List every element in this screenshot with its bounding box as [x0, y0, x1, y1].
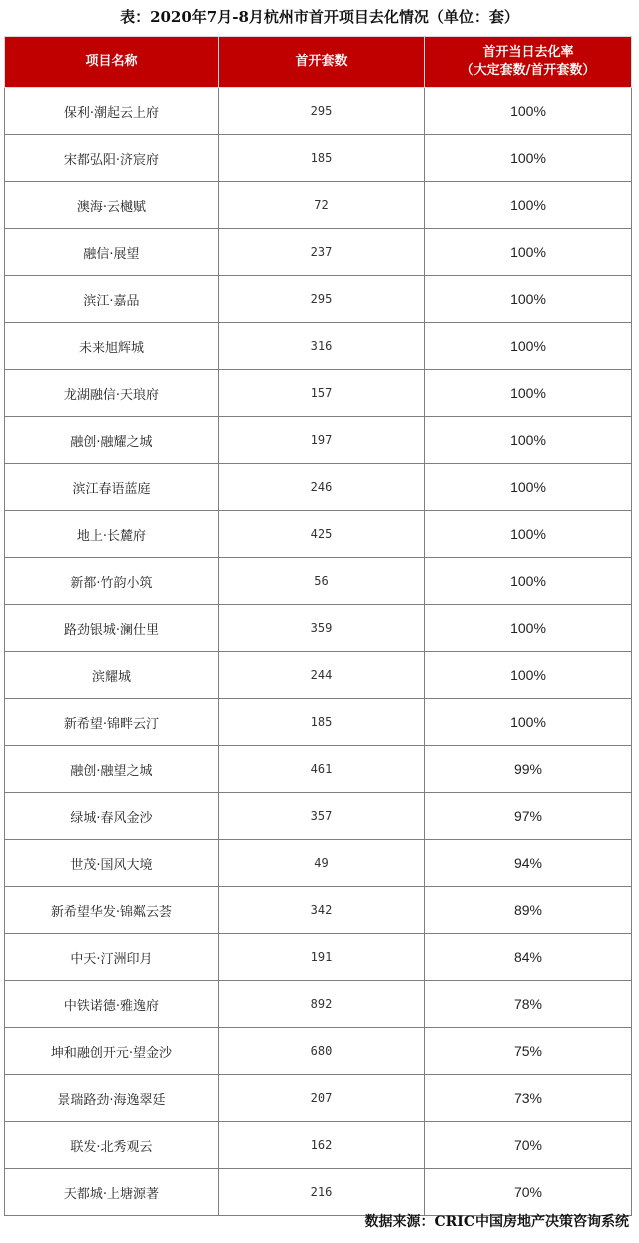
- cell-units: 342: [219, 887, 425, 934]
- cell-rate: 99%: [425, 746, 632, 793]
- header-project-name: 项目名称: [5, 37, 219, 88]
- cell-rate: 100%: [425, 182, 632, 229]
- cell-units: 425: [219, 511, 425, 558]
- cell-rate: 70%: [425, 1169, 632, 1216]
- table-row: [5, 1169, 632, 1216]
- cell-units: 191: [219, 934, 425, 981]
- cell-project-name: 未来旭辉城: [5, 323, 219, 370]
- cell-rate: 70%: [425, 1122, 632, 1169]
- cell-rate: 78%: [425, 981, 632, 1028]
- cell-rate: 100%: [425, 229, 632, 276]
- table-row: [5, 323, 632, 370]
- table-row: [5, 934, 632, 981]
- table-row: [5, 746, 632, 793]
- header-rate-line2: （大定套数/首开套数）: [460, 63, 596, 78]
- cell-units: 207: [219, 1075, 425, 1122]
- cell-rate: 84%: [425, 934, 632, 981]
- cell-project-name: 坤和融创开元·望金沙: [5, 1028, 219, 1075]
- cell-units: 357: [219, 793, 425, 840]
- cell-units: 185: [219, 699, 425, 746]
- cell-units: 157: [219, 370, 425, 417]
- cell-project-name: 融创·融耀之城: [5, 417, 219, 464]
- cell-units: 246: [219, 464, 425, 511]
- cell-project-name: 新都·竹韵小筑: [5, 558, 219, 605]
- cell-project-name: 世茂·国风大境: [5, 840, 219, 887]
- cell-rate: 94%: [425, 840, 632, 887]
- cell-project-name: 宋都弘阳·济宸府: [5, 135, 219, 182]
- table-body: [5, 88, 632, 1216]
- cell-rate: 100%: [425, 135, 632, 182]
- cell-units: 680: [219, 1028, 425, 1075]
- table-row: [5, 88, 632, 135]
- cell-units: 316: [219, 323, 425, 370]
- table-row: [5, 793, 632, 840]
- cell-units: 461: [219, 746, 425, 793]
- project-table: [4, 36, 632, 1216]
- table-row: [5, 135, 632, 182]
- cell-rate: 100%: [425, 464, 632, 511]
- table-row: [5, 1075, 632, 1122]
- table-row: [5, 840, 632, 887]
- cell-project-name: 新希望·锦畔云汀: [5, 699, 219, 746]
- cell-units: 244: [219, 652, 425, 699]
- cell-rate: 100%: [425, 276, 632, 323]
- cell-project-name: 滨耀城: [5, 652, 219, 699]
- cell-rate: 100%: [425, 652, 632, 699]
- cell-rate: 100%: [425, 370, 632, 417]
- cell-rate: 100%: [425, 417, 632, 464]
- cell-project-name: 滨江·嘉品: [5, 276, 219, 323]
- cell-project-name: 地上·长麓府: [5, 511, 219, 558]
- table-row: [5, 652, 632, 699]
- cell-project-name: 龙湖融信·天琅府: [5, 370, 219, 417]
- cell-project-name: 中铁诺德·雅逸府: [5, 981, 219, 1028]
- cell-units: 237: [219, 229, 425, 276]
- table-row: [5, 370, 632, 417]
- cell-units: 295: [219, 276, 425, 323]
- table-row: [5, 417, 632, 464]
- cell-rate: 89%: [425, 887, 632, 934]
- table-row: [5, 605, 632, 652]
- cell-units: 197: [219, 417, 425, 464]
- header-units: 首开套数: [219, 37, 425, 88]
- cell-units: 892: [219, 981, 425, 1028]
- cell-units: 49: [219, 840, 425, 887]
- cell-rate: 100%: [425, 558, 632, 605]
- cell-rate: 100%: [425, 88, 632, 135]
- cell-rate: 100%: [425, 323, 632, 370]
- table-row: [5, 182, 632, 229]
- cell-project-name: 联发·北秀观云: [5, 1122, 219, 1169]
- cell-units: 359: [219, 605, 425, 652]
- table-row: [5, 276, 632, 323]
- table-row: [5, 1122, 632, 1169]
- cell-project-name: 新希望华发·锦粼云荟: [5, 887, 219, 934]
- header-rate-line1: 首开当日去化率: [482, 45, 574, 60]
- table-row: [5, 981, 632, 1028]
- cell-units: 56: [219, 558, 425, 605]
- cell-rate: 73%: [425, 1075, 632, 1122]
- cell-units: 72: [219, 182, 425, 229]
- cell-units: 295: [219, 88, 425, 135]
- cell-project-name: 中天·汀洲印月: [5, 934, 219, 981]
- data-source: 数据来源：CRIC中国房地产决策咨询系统: [364, 1214, 629, 1230]
- cell-project-name: 融创·融望之城: [5, 746, 219, 793]
- cell-project-name: 绿城·春风金沙: [5, 793, 219, 840]
- cell-project-name: 澳海·云樾赋: [5, 182, 219, 229]
- table-header-row: [5, 37, 632, 88]
- cell-units: 185: [219, 135, 425, 182]
- header-absorption-rate: [425, 37, 632, 88]
- cell-rate: 75%: [425, 1028, 632, 1075]
- cell-units: 162: [219, 1122, 425, 1169]
- cell-project-name: 滨江春语蓝庭: [5, 464, 219, 511]
- table-title: 表：2020年7月-8月杭州市首开项目去化情况（单位：套）: [120, 8, 519, 26]
- cell-project-name: 路劲银城·澜仕里: [5, 605, 219, 652]
- cell-rate: 100%: [425, 699, 632, 746]
- cell-project-name: 保利·潮起云上府: [5, 88, 219, 135]
- cell-units: 216: [219, 1169, 425, 1216]
- cell-rate: 97%: [425, 793, 632, 840]
- cell-rate: 100%: [425, 605, 632, 652]
- cell-project-name: 融信·展望: [5, 229, 219, 276]
- table-row: [5, 229, 632, 276]
- table-row: [5, 558, 632, 605]
- cell-project-name: 景瑞路劲·海逸翠廷: [5, 1075, 219, 1122]
- table-row: [5, 1028, 632, 1075]
- table-row: [5, 699, 632, 746]
- cell-rate: 100%: [425, 511, 632, 558]
- cell-project-name: 天都城·上塘源著: [5, 1169, 219, 1216]
- table-row: [5, 887, 632, 934]
- table-row: [5, 464, 632, 511]
- table-row: [5, 511, 632, 558]
